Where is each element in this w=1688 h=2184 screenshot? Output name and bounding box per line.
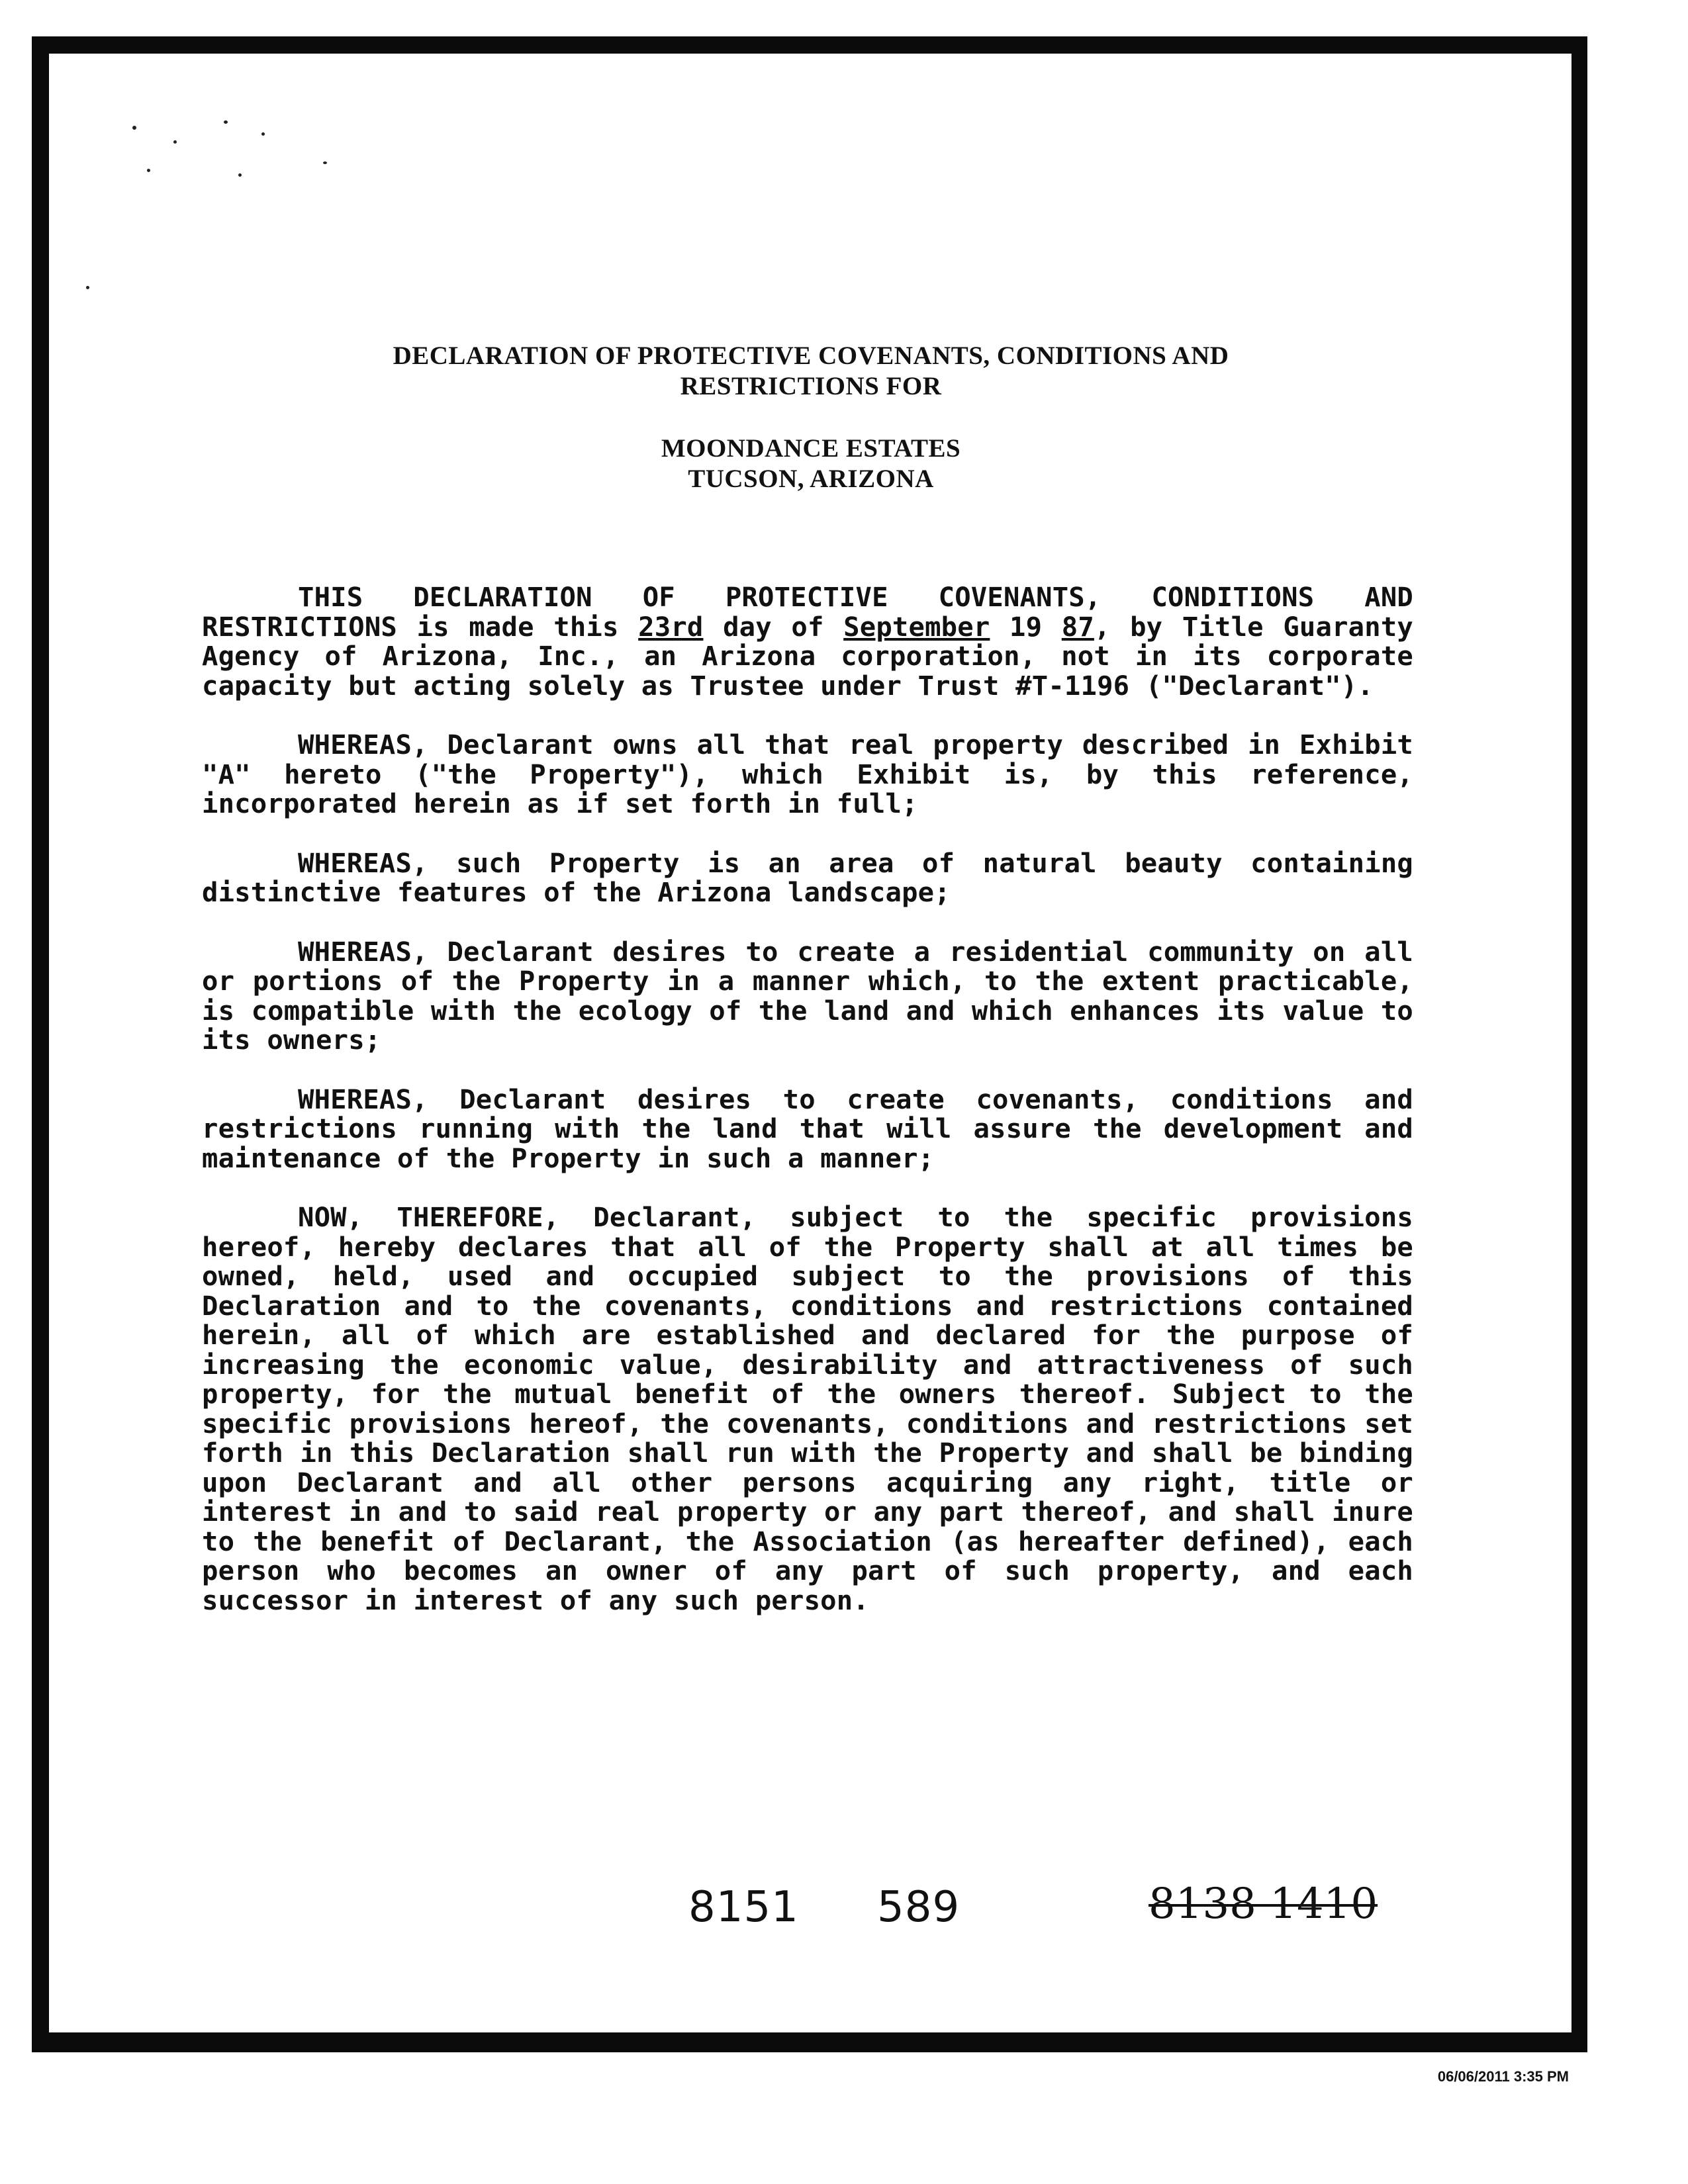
scan-speck [238, 173, 242, 177]
scan-speck [132, 126, 136, 130]
scan-speck [86, 286, 89, 289]
preamble-text: , by Title Guaranty Agency of Arizona, Inc., an Arizona corporation, not in its corporate capacity but acting solely as Trustee under Trust #T-1196 ("Declarant"). [202, 610, 1413, 702]
print-timestamp: 06/06/2011 3:35 PM [1437, 2068, 1569, 2085]
title-line-4: TUCSON, ARIZONA [688, 465, 934, 493]
paragraph-preamble [202, 582, 1413, 700]
title-line-2: RESTRICTIONS FOR [680, 372, 942, 400]
title-line-3: MOONDANCE ESTATES [661, 434, 961, 463]
scan-speck [147, 169, 150, 172]
paragraph-whereas-4: WHEREAS, Declarant desires to create covenants, conditions and restrictions running with the land that will assure the development and maintenance of the Property in such a manner; [202, 1083, 1413, 1174]
paragraph-whereas-3: WHEREAS, Declarant desires to create a residential community on all or portions of the Property in a manner which, to the extent practicable, is compatible with the ecology of the land and which enhances its value to its owners; [202, 935, 1413, 1056]
declaration-body [202, 582, 1413, 1645]
preamble-text: 19 [990, 610, 1062, 643]
scan-speck [261, 132, 265, 136]
page-number: 589 [877, 1883, 961, 1932]
paragraph-now-therefore: NOW, THEREFORE, Declarant, subject to the specific provisions hereof, hereby declares that all of the Property shall at all times be owned, held, used and occupied subject to the provisions of this Declaration and to the covenants, conditions and restrictions contained herein, all of which are established and declared for the purpose of increasing the economic value, desirability and attractiveness of such property, for the mutual benefit of the owners thereof. Subject to the specific provisions hereof, the covenants, conditions and restrictions set forth in this Declaration shall run with the Property and shall be binding upon Declarant and all other persons acquiring any right, title or interest in and to said real property or any part thereof, and shall inure to the benefit of Declarant, the Association (as hereafter defined), each person who becomes an owner of any part of such property, and each successor in interest of any such person. [202, 1201, 1413, 1616]
docket-number: 8151 [688, 1883, 799, 1932]
date-year: 87 [1061, 610, 1094, 643]
date-day: 23rd [638, 610, 704, 643]
scan-speck [224, 120, 228, 124]
title-line-1: DECLARATION OF PROTECTIVE COVENANTS, CONDITIONS AND [393, 341, 1229, 370]
scan-speck [173, 140, 177, 144]
document-title [265, 341, 1357, 494]
struck-reference: 8138 1410 [1149, 1880, 1378, 1929]
paragraph-whereas-1: WHEREAS, Declarant owns all that real property described in Exhibit "A" hereto ("the Property"), which Exhibit is, by this reference, incorporated herein as if set forth in full; [202, 729, 1413, 819]
date-month: September [843, 610, 990, 643]
preamble-text: THIS DECLARATION OF PROTECTIVE COVENANTS, CONDITIONS AND RESTRICTIONS is made this [202, 581, 1413, 643]
preamble-text: day of [703, 610, 844, 643]
paragraph-whereas-2: WHEREAS, such Property is an area of natural beauty containing distinctive features of the Arizona landscape; [202, 846, 1413, 908]
scan-speck [323, 161, 327, 164]
